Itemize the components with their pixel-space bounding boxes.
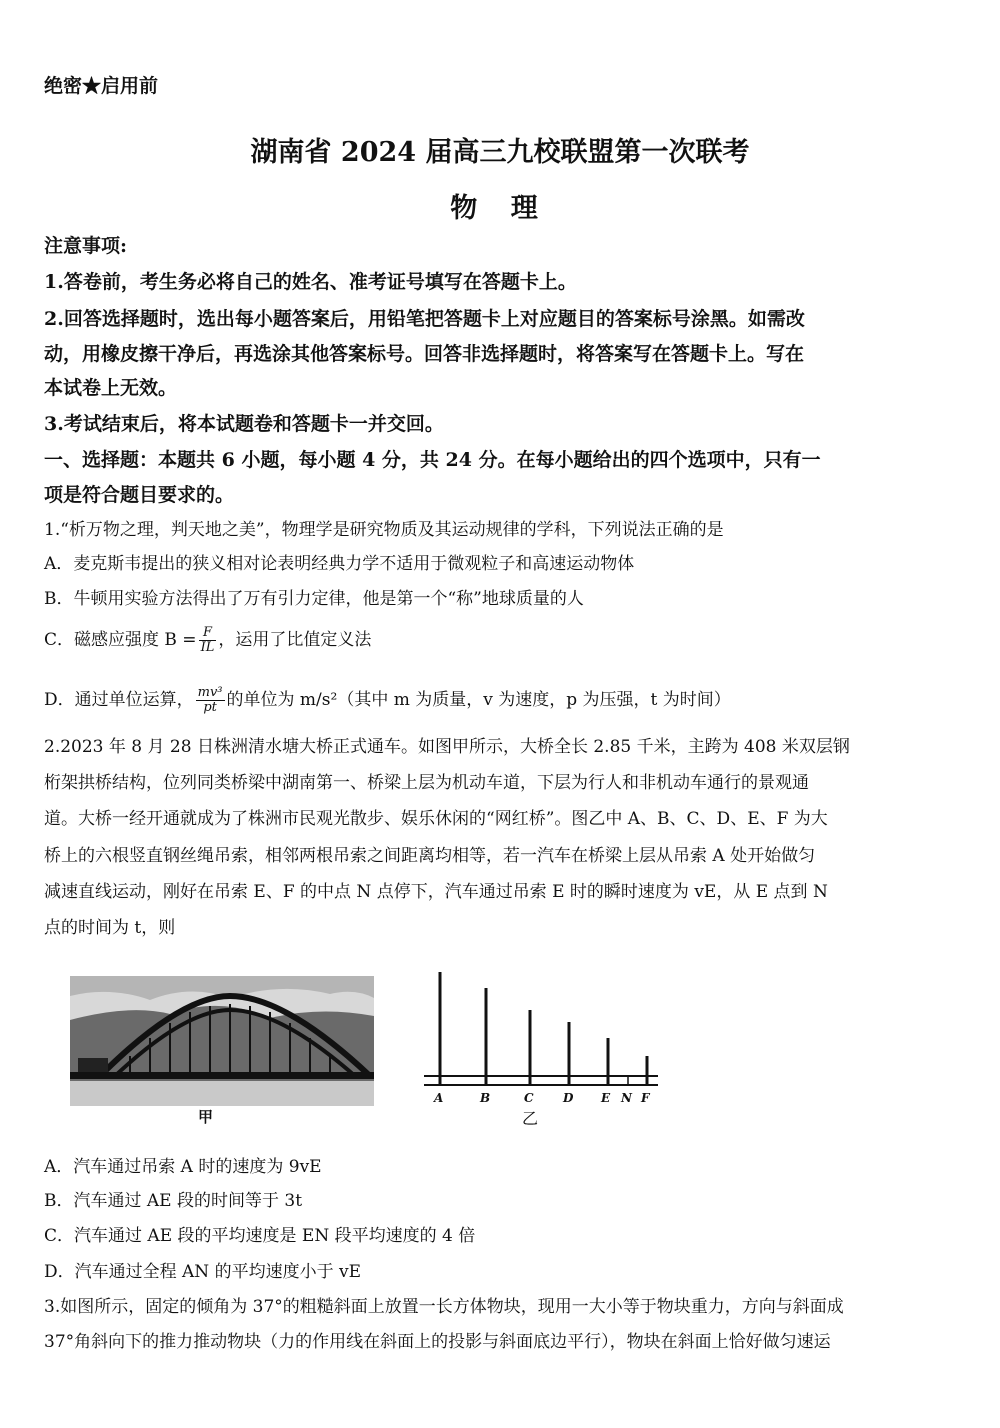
q2-stem-line: 桁架拱桥结构，位列同类桥梁中湖南第一、桥梁上层为机动车道，下层为行人和非机动车通行的景观通 bbox=[44, 773, 809, 793]
notice-heading: 注意事项: bbox=[44, 235, 128, 257]
q1-option-d bbox=[44, 686, 731, 715]
notice-item: 3.考试结束后，将本试题卷和答题卡一并交回。 bbox=[44, 413, 444, 435]
cable-label-a: A bbox=[434, 1091, 444, 1105]
cable-label-b: B bbox=[480, 1091, 491, 1105]
cable-label-n: N bbox=[621, 1091, 632, 1105]
formula-fraction bbox=[196, 686, 225, 715]
q2-stem-line: 2.2023 年 8 月 28 日株洲清水塘大桥正式通车。如图甲所示，大桥全长 2.85 千米，主跨为 408 米双层钢 bbox=[44, 737, 850, 757]
q3-stem-line: 3.如图所示，固定的倾角为 37°的粗糙斜面上放置一长方体物块，现用一大小等于物块重力，方向与斜面成 bbox=[44, 1297, 844, 1317]
fraction-denominator: pt bbox=[203, 700, 217, 715]
cable-diagram-figure bbox=[416, 968, 664, 1132]
q1-stem: 1.“析万物之理，判天地之美”，物理学是研究物质及其运动规律的学科，下列说法正确的是 bbox=[44, 520, 724, 540]
q1-option-c-prefix: C．磁感应强度 B = bbox=[44, 630, 197, 650]
figure-b-caption: 乙 bbox=[522, 1109, 539, 1128]
subject-title: 物 理 bbox=[450, 193, 550, 224]
formula-fraction bbox=[199, 626, 217, 655]
confidential-label: 绝密★启用前 bbox=[44, 75, 159, 97]
cable-label-d: D bbox=[563, 1091, 574, 1105]
fraction-denominator: IL bbox=[200, 640, 215, 655]
q1-option-d-prefix: D．通过单位运算， bbox=[44, 690, 194, 710]
section-heading: 一、选择题：本题共 6 小题，每小题 4 分，共 24 分。在每小题给出的四个选项中，只有一 bbox=[44, 449, 821, 471]
exam-title: 湖南省 2024 届高三九校联盟第一次联考 bbox=[250, 137, 750, 168]
q1-option-c bbox=[44, 626, 371, 655]
q2-option-a: A．汽车通过吊索 A 时的速度为 9vE bbox=[44, 1157, 322, 1177]
q2-option-c: C．汽车通过 AE 段的平均速度是 EN 段平均速度的 4 倍 bbox=[44, 1226, 476, 1246]
q3-stem-line: 37°角斜向下的推力推动物块（力的作用线在斜面上的投影与斜面底边平行），物块在斜面上恰好做匀速运 bbox=[44, 1332, 831, 1352]
fraction-numerator: mv³ bbox=[197, 685, 223, 700]
q2-option-b: B．汽车通过 AE 段的时间等于 3t bbox=[44, 1191, 303, 1211]
q1-option-c-suffix: ，运用了比值定义法 bbox=[218, 630, 372, 650]
notice-item: 2.回答选择题时，选出每小题答案后，用铅笔把答题卡上对应题目的答案标号涂黑。如需改 bbox=[44, 308, 805, 330]
fraction-numerator: F bbox=[199, 626, 217, 641]
figure-a-caption: 甲 bbox=[198, 1108, 214, 1126]
cable-label-c: C bbox=[524, 1091, 534, 1105]
bridge-photo-figure bbox=[70, 976, 374, 1106]
q1-option-b: B．牛顿用实验方法得出了万有引力定律，他是第一个“称”地球质量的人 bbox=[44, 589, 584, 609]
cable-label-e: E bbox=[601, 1091, 611, 1105]
q2-stem-line: 桥上的六根竖直钢丝绳吊索，相邻两根吊索之间距离均相等，若一汽车在桥梁上层从吊索 A 处开始做匀 bbox=[44, 846, 816, 866]
section-heading-cont: 项是符合题目要求的。 bbox=[44, 484, 235, 506]
q1-option-a: A．麦克斯韦提出的狭义相对论表明经典力学不适用于微观粒子和高速运动物体 bbox=[44, 554, 635, 574]
cable-label-f: F bbox=[641, 1091, 650, 1105]
notice-item: 动，用橡皮擦干净后，再选涂其他答案标号。回答非选择题时，将答案写在答题卡上。写在 bbox=[44, 343, 805, 365]
notice-item: 1.答卷前，考生务必将自己的姓名、准考证号填写在答题卡上。 bbox=[44, 271, 577, 293]
notice-item: 本试卷上无效。 bbox=[44, 377, 178, 399]
q2-stem-line: 道。大桥一经开通就成为了株洲市民观光散步、娱乐休闲的“网红桥”。图乙中 A、B、C、D、E、F 为大 bbox=[44, 809, 828, 829]
q1-option-d-suffix: 的单位为 m/s²（其中 m 为质量，v 为速度，p 为压强，t 为时间） bbox=[226, 690, 731, 710]
q2-option-d: D．汽车通过全程 AN 的平均速度小于 vE bbox=[44, 1262, 362, 1282]
q2-stem-line: 点的时间为 t，则 bbox=[44, 918, 176, 938]
q2-stem-line: 减速直线运动，刚好在吊索 E、F 的中点 N 点停下，汽车通过吊索 E 时的瞬时速度为 vE，从 E 点到 N bbox=[44, 882, 828, 902]
